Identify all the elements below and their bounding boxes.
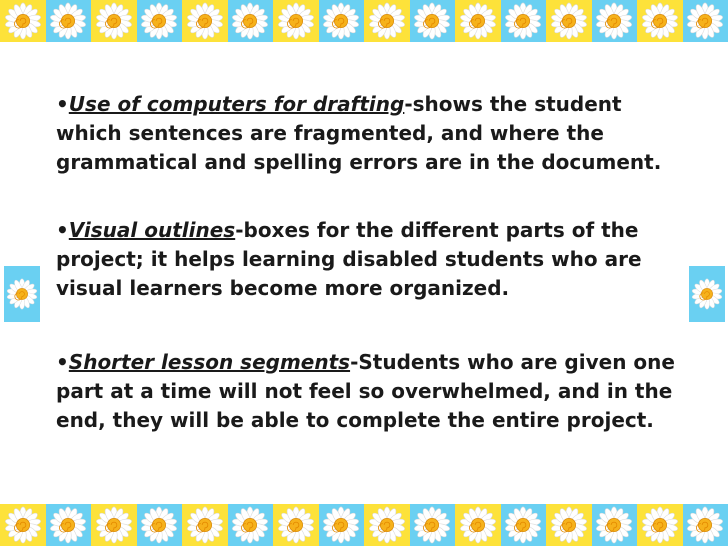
daisy-tile <box>364 504 410 546</box>
bullet-marker: • <box>56 218 69 242</box>
left-flower-tile <box>4 266 40 322</box>
daisy-tile <box>546 0 592 42</box>
daisy-flower-icon <box>504 506 542 544</box>
bullet-term: Shorter lesson segments <box>68 350 351 374</box>
daisy-flower-icon <box>459 2 497 40</box>
daisy-tile <box>137 0 183 42</box>
daisy-tile <box>637 0 683 42</box>
daisy-flower-icon <box>4 506 42 544</box>
daisy-tile <box>319 0 365 42</box>
daisy-flower-icon <box>686 506 724 544</box>
daisy-tile <box>410 504 456 546</box>
daisy-tile <box>0 504 46 546</box>
daisy-flower-icon <box>413 2 451 40</box>
bullet-term: Use of computers for drafting <box>68 92 405 116</box>
daisy-flower-icon <box>140 506 178 544</box>
daisy-tile <box>0 0 46 42</box>
daisy-flower-icon <box>49 2 87 40</box>
daisy-flower-icon <box>6 278 38 310</box>
daisy-tile <box>319 504 365 546</box>
bullet-marker: • <box>56 92 69 116</box>
daisy-flower-icon <box>277 506 315 544</box>
daisy-tile <box>182 504 228 546</box>
daisy-flower-icon <box>368 506 406 544</box>
daisy-tile <box>364 0 410 42</box>
daisy-tile <box>228 504 274 546</box>
daisy-flower-icon <box>186 506 224 544</box>
daisy-flower-icon <box>691 278 723 310</box>
daisy-flower-icon <box>504 2 542 40</box>
bullet-item-computers-drafting <box>56 90 682 177</box>
daisy-flower-icon <box>186 2 224 40</box>
daisy-tile <box>46 0 92 42</box>
daisy-tile <box>501 504 547 546</box>
daisy-tile <box>91 0 137 42</box>
daisy-tile <box>410 0 456 42</box>
daisy-flower-icon <box>231 506 269 544</box>
daisy-tile <box>228 0 274 42</box>
daisy-flower-icon <box>550 506 588 544</box>
daisy-tile <box>683 0 728 42</box>
daisy-flower-icon <box>641 506 679 544</box>
daisy-flower-icon <box>413 506 451 544</box>
daisy-tile <box>501 0 547 42</box>
daisy-tile <box>546 504 592 546</box>
bullet-term: Visual outlines <box>68 218 236 242</box>
daisy-flower-icon <box>641 2 679 40</box>
daisy-flower-icon <box>231 2 269 40</box>
daisy-tile <box>46 504 92 546</box>
daisy-flower-icon <box>595 2 633 40</box>
daisy-flower-icon <box>368 2 406 40</box>
daisy-tile <box>455 504 501 546</box>
bullet-marker: • <box>56 350 69 374</box>
daisy-flower-icon <box>95 506 133 544</box>
bullet-item-shorter-lessons <box>56 348 682 435</box>
daisy-tile <box>592 504 638 546</box>
top-flower-border <box>0 0 728 42</box>
daisy-tile <box>273 504 319 546</box>
daisy-flower-icon <box>322 506 360 544</box>
daisy-flower-icon <box>550 2 588 40</box>
bottom-flower-border <box>0 504 728 546</box>
daisy-flower-icon <box>140 2 178 40</box>
bullet-text: -Students who are given one part at a time will not feel so overwhelmed, and in the end, they will be able to complete the entire project. <box>56 350 675 432</box>
daisy-tile <box>182 0 228 42</box>
bullet-item-visual-outlines <box>56 216 682 303</box>
daisy-tile <box>137 504 183 546</box>
right-flower-tile <box>689 266 725 322</box>
daisy-tile <box>592 0 638 42</box>
bullet-text: -boxes for the different parts of the project; it helps learning disabled students who are visual learners become more organized. <box>56 218 642 300</box>
daisy-tile <box>455 0 501 42</box>
daisy-tile <box>683 504 728 546</box>
daisy-flower-icon <box>4 2 42 40</box>
daisy-flower-icon <box>459 506 497 544</box>
daisy-flower-icon <box>322 2 360 40</box>
bullet-text: -shows the student which sentences are fragmented, and where the grammatical and spelling errors are in the document. <box>56 92 662 174</box>
daisy-tile <box>273 0 319 42</box>
daisy-flower-icon <box>686 2 724 40</box>
daisy-flower-icon <box>277 2 315 40</box>
daisy-flower-icon <box>595 506 633 544</box>
daisy-tile <box>637 504 683 546</box>
daisy-tile <box>91 504 137 546</box>
daisy-flower-icon <box>95 2 133 40</box>
daisy-flower-icon <box>49 506 87 544</box>
